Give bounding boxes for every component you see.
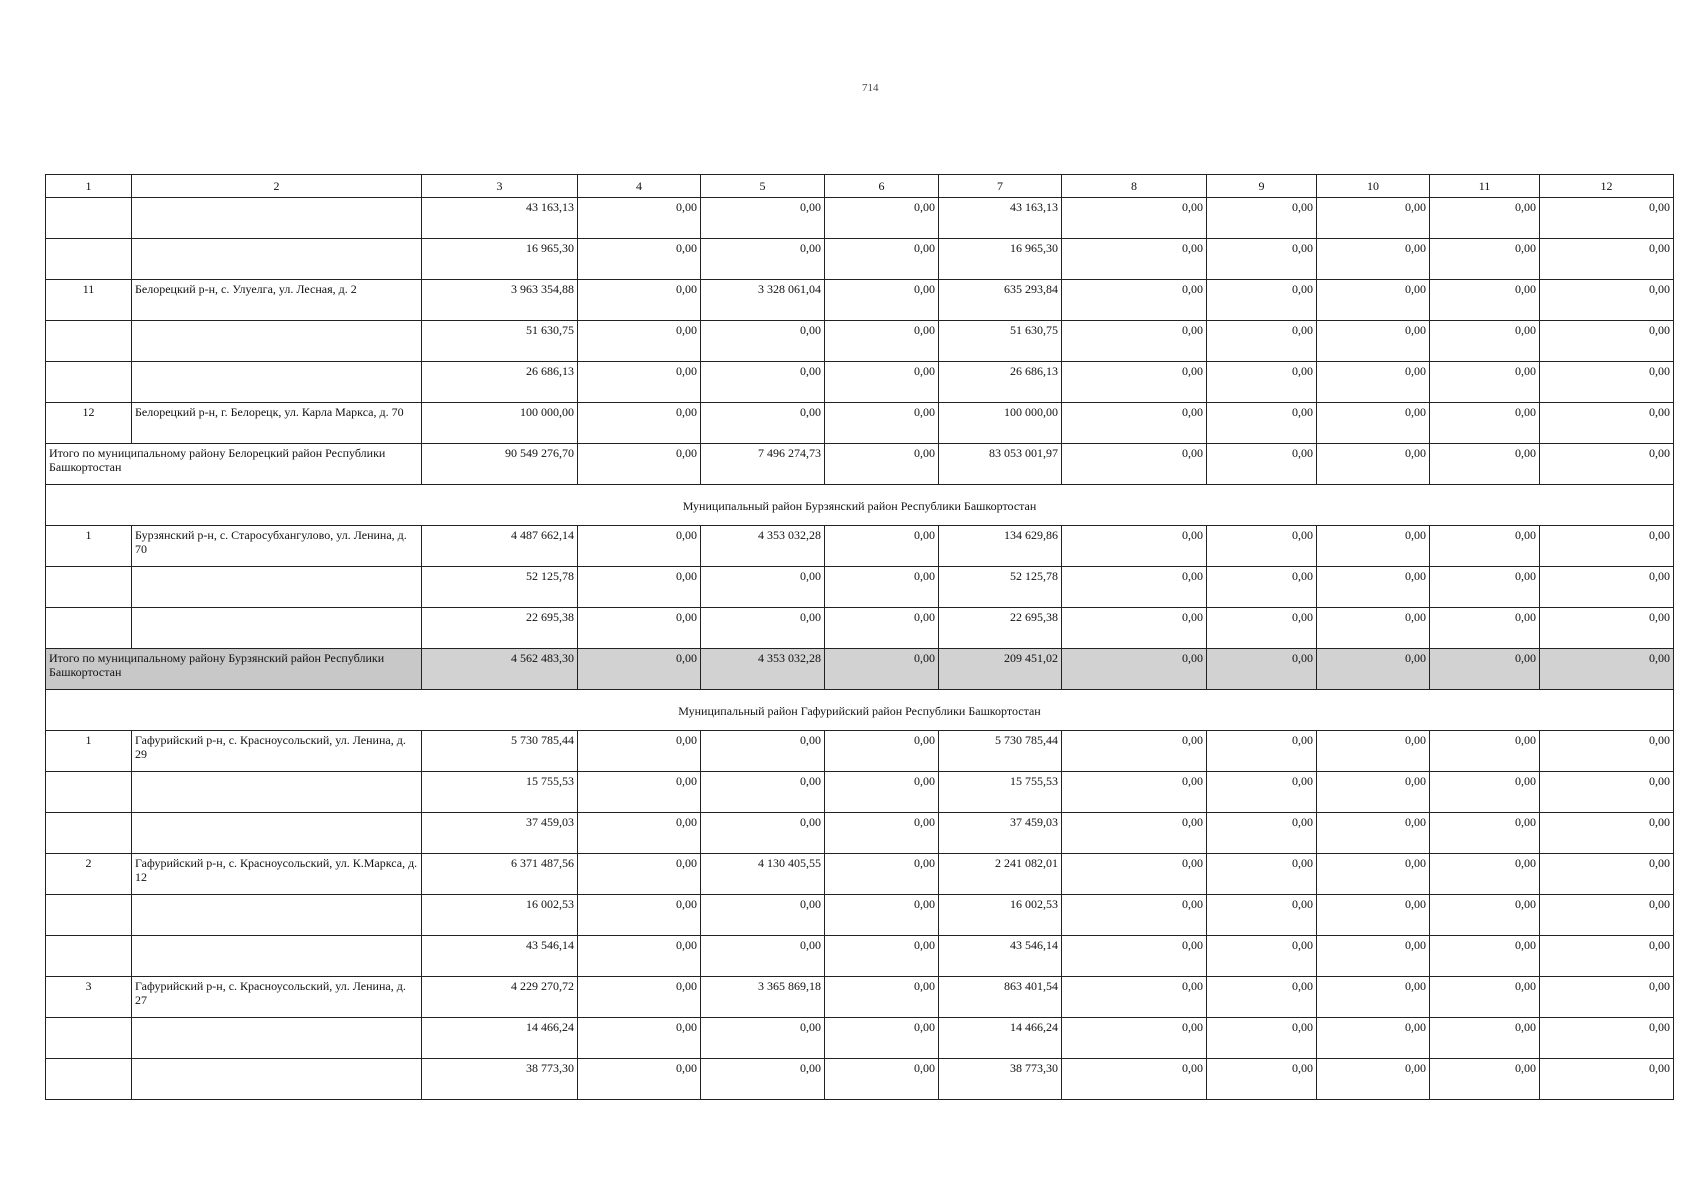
address-cell: Белорецкий р-н, с. Улуелга, ул. Лесная, д. 2 <box>132 280 422 321</box>
value-cell: 52 125,78 <box>422 567 578 608</box>
value-cell: 38 773,30 <box>422 1059 578 1100</box>
address-cell <box>132 567 422 608</box>
value-cell: 14 466,24 <box>422 1018 578 1059</box>
table-row <box>46 608 1674 649</box>
value-cell: 5 730 785,44 <box>939 731 1062 772</box>
value-cell: 0,00 <box>1540 403 1674 444</box>
value-cell: 0,00 <box>1062 1059 1207 1100</box>
value-cell: 15 755,53 <box>422 772 578 813</box>
row-number-cell <box>46 895 132 936</box>
address-cell: Бурзянский р-н, с. Старосубхангулово, ул. Ленина, д. 70 <box>132 526 422 567</box>
value-cell: 0,00 <box>1317 362 1430 403</box>
value-cell: 0,00 <box>578 362 701 403</box>
value-cell: 0,00 <box>578 608 701 649</box>
value-cell: 0,00 <box>578 321 701 362</box>
total-value-cell: 83 053 001,97 <box>939 444 1062 485</box>
value-cell: 0,00 <box>701 936 825 977</box>
address-cell: Гафурийский р-н, с. Красноусольский, ул. Ленина, д. 27 <box>132 977 422 1018</box>
value-cell: 0,00 <box>1540 526 1674 567</box>
value-cell: 0,00 <box>1062 198 1207 239</box>
value-cell: 0,00 <box>1540 608 1674 649</box>
value-cell: 52 125,78 <box>939 567 1062 608</box>
value-cell: 0,00 <box>1430 321 1540 362</box>
table-row <box>46 895 1674 936</box>
row-number-cell <box>46 567 132 608</box>
value-cell: 0,00 <box>1317 895 1430 936</box>
value-cell: 0,00 <box>1207 239 1317 280</box>
value-cell: 3 365 869,18 <box>701 977 825 1018</box>
value-cell: 0,00 <box>1062 977 1207 1018</box>
value-cell: 0,00 <box>825 1059 939 1100</box>
value-cell: 0,00 <box>1430 280 1540 321</box>
value-cell: 0,00 <box>1207 1018 1317 1059</box>
value-cell: 0,00 <box>1317 280 1430 321</box>
total-value-cell: 0,00 <box>1062 649 1207 690</box>
value-cell: 0,00 <box>825 608 939 649</box>
total-value-cell: 209 451,02 <box>939 649 1062 690</box>
value-cell: 0,00 <box>1317 321 1430 362</box>
value-cell: 0,00 <box>825 977 939 1018</box>
value-cell: 0,00 <box>1207 198 1317 239</box>
address-cell: Белорецкий р-н, г. Белорецк, ул. Карла Маркса, д. 70 <box>132 403 422 444</box>
value-cell: 0,00 <box>825 1018 939 1059</box>
value-cell: 43 163,13 <box>422 198 578 239</box>
total-value-cell: 4 562 483,30 <box>422 649 578 690</box>
column-header: 1 <box>46 175 132 198</box>
total-value-cell: 0,00 <box>1430 649 1540 690</box>
value-cell: 0,00 <box>1430 403 1540 444</box>
value-cell: 0,00 <box>1317 854 1430 895</box>
value-cell: 0,00 <box>1062 608 1207 649</box>
page-number: 714 <box>862 82 879 94</box>
value-cell: 0,00 <box>1540 813 1674 854</box>
total-value-cell: 0,00 <box>825 444 939 485</box>
row-number-cell <box>46 1018 132 1059</box>
value-cell: 0,00 <box>1062 321 1207 362</box>
value-cell: 0,00 <box>1430 936 1540 977</box>
value-cell: 0,00 <box>578 731 701 772</box>
value-cell: 0,00 <box>1207 526 1317 567</box>
value-cell: 0,00 <box>1207 362 1317 403</box>
value-cell: 0,00 <box>1540 772 1674 813</box>
row-number-cell <box>46 1059 132 1100</box>
total-value-cell: 7 496 274,73 <box>701 444 825 485</box>
value-cell: 0,00 <box>1062 567 1207 608</box>
value-cell: 100 000,00 <box>939 403 1062 444</box>
value-cell: 0,00 <box>825 239 939 280</box>
value-cell: 0,00 <box>825 526 939 567</box>
value-cell: 6 371 487,56 <box>422 854 578 895</box>
value-cell: 0,00 <box>1062 526 1207 567</box>
total-value-cell: 0,00 <box>1430 444 1540 485</box>
table-row <box>46 854 1674 895</box>
value-cell: 0,00 <box>701 239 825 280</box>
value-cell: 0,00 <box>1317 731 1430 772</box>
table-row <box>46 813 1674 854</box>
table-row <box>46 1059 1674 1100</box>
value-cell: 3 328 061,04 <box>701 280 825 321</box>
address-cell <box>132 321 422 362</box>
value-cell: 0,00 <box>701 1018 825 1059</box>
value-cell: 0,00 <box>578 1059 701 1100</box>
value-cell: 0,00 <box>1430 813 1540 854</box>
address-cell <box>132 1018 422 1059</box>
total-label: Итого по муниципальному району Бурзянский район Республики Башкортостан <box>46 649 422 690</box>
value-cell: 0,00 <box>701 895 825 936</box>
table-row <box>46 362 1674 403</box>
value-cell: 0,00 <box>578 198 701 239</box>
row-number-cell <box>46 362 132 403</box>
value-cell: 0,00 <box>1430 772 1540 813</box>
value-cell: 15 755,53 <box>939 772 1062 813</box>
value-cell: 0,00 <box>578 239 701 280</box>
table-row <box>46 977 1674 1018</box>
value-cell: 0,00 <box>1430 362 1540 403</box>
value-cell: 0,00 <box>1207 895 1317 936</box>
section-header-row <box>46 485 1674 526</box>
value-cell: 0,00 <box>1207 731 1317 772</box>
value-cell: 0,00 <box>1317 403 1430 444</box>
header-row <box>46 175 1674 198</box>
value-cell: 0,00 <box>578 813 701 854</box>
address-cell: Гафурийский р-н, с. Красноусольский, ул. Ленина, д. 29 <box>132 731 422 772</box>
value-cell: 0,00 <box>578 1018 701 1059</box>
value-cell: 0,00 <box>701 567 825 608</box>
data-table <box>45 174 1674 1100</box>
value-cell: 0,00 <box>1540 936 1674 977</box>
value-cell: 0,00 <box>1540 977 1674 1018</box>
row-number-cell: 1 <box>46 731 132 772</box>
row-number-cell <box>46 772 132 813</box>
value-cell: 0,00 <box>1317 1059 1430 1100</box>
row-number-cell: 2 <box>46 854 132 895</box>
row-number-cell <box>46 239 132 280</box>
address-cell <box>132 936 422 977</box>
value-cell: 14 466,24 <box>939 1018 1062 1059</box>
value-cell: 0,00 <box>1062 854 1207 895</box>
table-row <box>46 731 1674 772</box>
column-header: 10 <box>1317 175 1430 198</box>
total-value-cell: 0,00 <box>578 444 701 485</box>
address-cell <box>132 895 422 936</box>
column-header: 4 <box>578 175 701 198</box>
value-cell: 43 546,14 <box>422 936 578 977</box>
value-cell: 0,00 <box>578 772 701 813</box>
total-value-cell: 0,00 <box>1317 444 1430 485</box>
value-cell: 0,00 <box>578 526 701 567</box>
value-cell: 635 293,84 <box>939 280 1062 321</box>
address-cell <box>132 772 422 813</box>
value-cell: 0,00 <box>701 321 825 362</box>
value-cell: 51 630,75 <box>422 321 578 362</box>
value-cell: 0,00 <box>825 854 939 895</box>
value-cell: 22 695,38 <box>422 608 578 649</box>
value-cell: 0,00 <box>1317 239 1430 280</box>
value-cell: 0,00 <box>1207 813 1317 854</box>
value-cell: 0,00 <box>1062 813 1207 854</box>
value-cell: 0,00 <box>1430 854 1540 895</box>
column-header: 8 <box>1062 175 1207 198</box>
value-cell: 100 000,00 <box>422 403 578 444</box>
total-value-cell: 0,00 <box>578 649 701 690</box>
value-cell: 0,00 <box>1317 608 1430 649</box>
total-value-cell: 0,00 <box>1062 444 1207 485</box>
table-row <box>46 198 1674 239</box>
value-cell: 0,00 <box>701 772 825 813</box>
total-row <box>46 444 1674 485</box>
value-cell: 0,00 <box>701 198 825 239</box>
column-header: 2 <box>132 175 422 198</box>
value-cell: 0,00 <box>1430 895 1540 936</box>
value-cell: 0,00 <box>1207 403 1317 444</box>
value-cell: 0,00 <box>1540 567 1674 608</box>
value-cell: 0,00 <box>1062 239 1207 280</box>
value-cell: 0,00 <box>1207 854 1317 895</box>
table-row <box>46 239 1674 280</box>
value-cell: 0,00 <box>1430 239 1540 280</box>
value-cell: 3 963 354,88 <box>422 280 578 321</box>
column-header: 7 <box>939 175 1062 198</box>
section-title: Муниципальный район Гафурийский район Республики Башкортостан <box>46 690 1674 731</box>
column-header: 5 <box>701 175 825 198</box>
value-cell: 0,00 <box>1430 198 1540 239</box>
value-cell: 0,00 <box>825 198 939 239</box>
value-cell: 0,00 <box>578 403 701 444</box>
value-cell: 0,00 <box>1317 772 1430 813</box>
row-number-cell <box>46 321 132 362</box>
value-cell: 0,00 <box>1062 731 1207 772</box>
value-cell: 0,00 <box>1317 813 1430 854</box>
value-cell: 0,00 <box>1317 526 1430 567</box>
value-cell: 0,00 <box>1062 1018 1207 1059</box>
value-cell: 0,00 <box>701 608 825 649</box>
total-label: Итого по муниципальному району Белорецкий район Республики Башкортостан <box>46 444 422 485</box>
column-header: 11 <box>1430 175 1540 198</box>
value-cell: 26 686,13 <box>422 362 578 403</box>
row-number-cell: 1 <box>46 526 132 567</box>
value-cell: 0,00 <box>1430 567 1540 608</box>
address-cell <box>132 1059 422 1100</box>
value-cell: 0,00 <box>825 936 939 977</box>
value-cell: 0,00 <box>1540 362 1674 403</box>
value-cell: 0,00 <box>701 403 825 444</box>
table-row <box>46 1018 1674 1059</box>
value-cell: 134 629,86 <box>939 526 1062 567</box>
column-header: 3 <box>422 175 578 198</box>
total-value-cell: 0,00 <box>1317 649 1430 690</box>
value-cell: 0,00 <box>825 813 939 854</box>
value-cell: 4 353 032,28 <box>701 526 825 567</box>
address-cell <box>132 239 422 280</box>
value-cell: 0,00 <box>825 567 939 608</box>
value-cell: 5 730 785,44 <box>422 731 578 772</box>
table-row <box>46 936 1674 977</box>
column-header: 12 <box>1540 175 1674 198</box>
value-cell: 0,00 <box>1430 1059 1540 1100</box>
value-cell: 0,00 <box>701 731 825 772</box>
value-cell: 0,00 <box>1207 1059 1317 1100</box>
table-row <box>46 321 1674 362</box>
value-cell: 0,00 <box>1207 772 1317 813</box>
table-row <box>46 772 1674 813</box>
value-cell: 0,00 <box>578 567 701 608</box>
value-cell: 0,00 <box>1540 198 1674 239</box>
row-number-cell: 3 <box>46 977 132 1018</box>
value-cell: 0,00 <box>1540 731 1674 772</box>
value-cell: 0,00 <box>1062 280 1207 321</box>
value-cell: 0,00 <box>1430 1018 1540 1059</box>
value-cell: 0,00 <box>1540 280 1674 321</box>
value-cell: 0,00 <box>1540 854 1674 895</box>
value-cell: 0,00 <box>1430 977 1540 1018</box>
value-cell: 2 241 082,01 <box>939 854 1062 895</box>
total-value-cell: 0,00 <box>825 649 939 690</box>
section-header-row <box>46 690 1674 731</box>
value-cell: 0,00 <box>825 280 939 321</box>
total-value-cell: 0,00 <box>1207 649 1317 690</box>
value-cell: 0,00 <box>1062 403 1207 444</box>
value-cell: 0,00 <box>578 854 701 895</box>
value-cell: 0,00 <box>1207 567 1317 608</box>
total-value-cell: 4 353 032,28 <box>701 649 825 690</box>
value-cell: 0,00 <box>701 1059 825 1100</box>
value-cell: 4 130 405,55 <box>701 854 825 895</box>
row-number-cell: 12 <box>46 403 132 444</box>
address-cell <box>132 608 422 649</box>
address-cell <box>132 813 422 854</box>
value-cell: 0,00 <box>701 362 825 403</box>
value-cell: 16 002,53 <box>422 895 578 936</box>
value-cell: 0,00 <box>1540 1059 1674 1100</box>
value-cell: 0,00 <box>1207 321 1317 362</box>
value-cell: 0,00 <box>1062 772 1207 813</box>
value-cell: 16 965,30 <box>939 239 1062 280</box>
value-cell: 4 487 662,14 <box>422 526 578 567</box>
value-cell: 0,00 <box>1062 936 1207 977</box>
address-cell <box>132 198 422 239</box>
table-row <box>46 526 1674 567</box>
value-cell: 0,00 <box>1207 608 1317 649</box>
value-cell: 38 773,30 <box>939 1059 1062 1100</box>
value-cell: 0,00 <box>825 772 939 813</box>
total-row <box>46 649 1674 690</box>
value-cell: 37 459,03 <box>422 813 578 854</box>
value-cell: 37 459,03 <box>939 813 1062 854</box>
value-cell: 0,00 <box>1430 526 1540 567</box>
value-cell: 16 965,30 <box>422 239 578 280</box>
value-cell: 0,00 <box>1540 895 1674 936</box>
value-cell: 0,00 <box>825 321 939 362</box>
value-cell: 0,00 <box>1430 731 1540 772</box>
row-number-cell <box>46 608 132 649</box>
row-number-cell <box>46 936 132 977</box>
value-cell: 0,00 <box>1207 977 1317 1018</box>
value-cell: 0,00 <box>578 280 701 321</box>
value-cell: 0,00 <box>1207 280 1317 321</box>
value-cell: 0,00 <box>1317 936 1430 977</box>
value-cell: 0,00 <box>1317 1018 1430 1059</box>
value-cell: 0,00 <box>701 813 825 854</box>
total-value-cell: 0,00 <box>1540 444 1674 485</box>
section-title: Муниципальный район Бурзянский район Республики Башкортостан <box>46 485 1674 526</box>
value-cell: 16 002,53 <box>939 895 1062 936</box>
value-cell: 0,00 <box>1317 567 1430 608</box>
value-cell: 0,00 <box>578 936 701 977</box>
value-cell: 0,00 <box>825 403 939 444</box>
total-value-cell: 0,00 <box>1540 649 1674 690</box>
value-cell: 0,00 <box>578 977 701 1018</box>
column-header: 9 <box>1207 175 1317 198</box>
table-row <box>46 567 1674 608</box>
value-cell: 0,00 <box>1317 198 1430 239</box>
table-row <box>46 403 1674 444</box>
value-cell: 0,00 <box>825 362 939 403</box>
value-cell: 0,00 <box>1430 608 1540 649</box>
total-value-cell: 90 549 276,70 <box>422 444 578 485</box>
value-cell: 0,00 <box>1317 977 1430 1018</box>
value-cell: 0,00 <box>825 731 939 772</box>
value-cell: 0,00 <box>825 895 939 936</box>
row-number-cell: 11 <box>46 280 132 321</box>
address-cell: Гафурийский р-н, с. Красноусольский, ул. К.Маркса, д. 12 <box>132 854 422 895</box>
value-cell: 0,00 <box>1207 936 1317 977</box>
row-number-cell <box>46 813 132 854</box>
value-cell: 43 546,14 <box>939 936 1062 977</box>
row-number-cell <box>46 198 132 239</box>
value-cell: 0,00 <box>1540 321 1674 362</box>
value-cell: 51 630,75 <box>939 321 1062 362</box>
value-cell: 0,00 <box>1540 1018 1674 1059</box>
value-cell: 26 686,13 <box>939 362 1062 403</box>
address-cell <box>132 362 422 403</box>
value-cell: 22 695,38 <box>939 608 1062 649</box>
value-cell: 0,00 <box>1540 239 1674 280</box>
table-row <box>46 280 1674 321</box>
value-cell: 0,00 <box>578 895 701 936</box>
value-cell: 4 229 270,72 <box>422 977 578 1018</box>
value-cell: 43 163,13 <box>939 198 1062 239</box>
value-cell: 0,00 <box>1062 362 1207 403</box>
value-cell: 0,00 <box>1062 895 1207 936</box>
value-cell: 863 401,54 <box>939 977 1062 1018</box>
column-header: 6 <box>825 175 939 198</box>
total-value-cell: 0,00 <box>1207 444 1317 485</box>
